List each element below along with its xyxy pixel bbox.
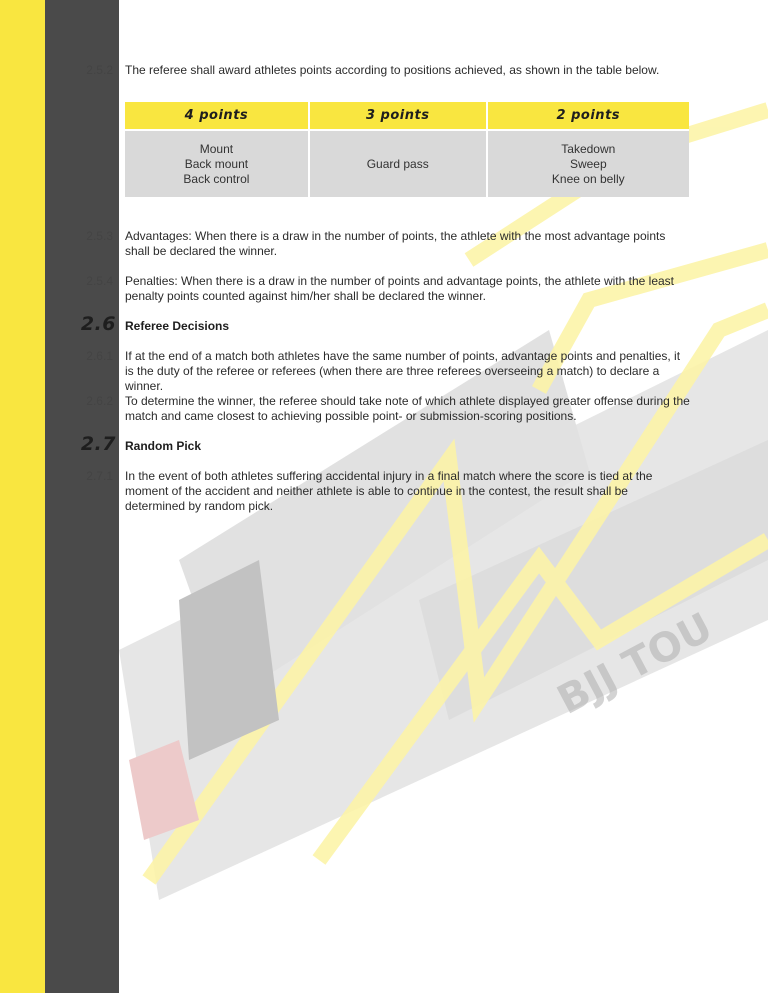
- position-takedown: Takedown: [561, 141, 616, 156]
- clause-number: 2.5.4: [86, 274, 113, 288]
- clause-number: 2.5.2: [86, 63, 113, 77]
- clause-text: Advantages: When there is a draw in the number of points, the athlete with the most advantage points shall be declared the winner.: [125, 229, 666, 258]
- points-table: [123, 102, 691, 197]
- table-cell-2-points: [488, 131, 689, 197]
- clause-text: In the event of both athletes suffering accidental injury in a final match where the score is tied at the moment of the accident and neither athlete is able to continue in the contest, the result shall be determined by random pick.: [125, 469, 653, 513]
- position-mount: Mount: [199, 141, 234, 156]
- section-title-referee-decisions: Referee Decisions: [125, 319, 230, 333]
- table-cell-3-points: [310, 131, 486, 197]
- clause-text: Penalties: When there is a draw in the number of points and advantage points, the athlete with the least penalty points counted against him/her shall be declared the winner.: [125, 274, 675, 303]
- section-number-2-7: 2.7: [80, 433, 116, 455]
- watermark-text: BJJ TOU: [550, 604, 720, 724]
- clause-text: The referee shall award athletes points according to positions achieved, as shown in the table below.: [125, 63, 660, 77]
- table-cell-4-points: [125, 131, 308, 197]
- section-title-random-pick: Random Pick: [125, 439, 202, 453]
- clause-number: 2.7.1: [86, 469, 113, 483]
- position-back-control: Back control: [183, 171, 250, 186]
- clause-number: 2.6.1: [86, 349, 113, 363]
- clause-number: 2.5.3: [86, 229, 113, 243]
- position-sweep: Sweep: [569, 156, 607, 171]
- section-number-2-6: 2.6: [80, 313, 116, 335]
- position-back-mount: Back mount: [184, 156, 249, 171]
- table-header-3-points: 3 points: [310, 102, 486, 131]
- position-knee-on-belly: Knee on belly: [551, 171, 625, 186]
- clause-number: 2.6.2: [86, 394, 113, 408]
- table-header-4-points: 4 points: [125, 102, 308, 131]
- position-guard-pass: Guard pass: [366, 156, 429, 171]
- clause-text: To determine the winner, the referee should take note of which athlete displayed greater offense during the match and came closest to achieving possible point- or submission-scoring positions.: [125, 394, 690, 423]
- clause-text: If at the end of a match both athletes have the same number of points, advantage points and penalties, it is the duty of the referee or referees (when there are three referees overseeing a match) to declare a winner.: [125, 349, 681, 393]
- table-header-2-points: 2 points: [488, 102, 689, 131]
